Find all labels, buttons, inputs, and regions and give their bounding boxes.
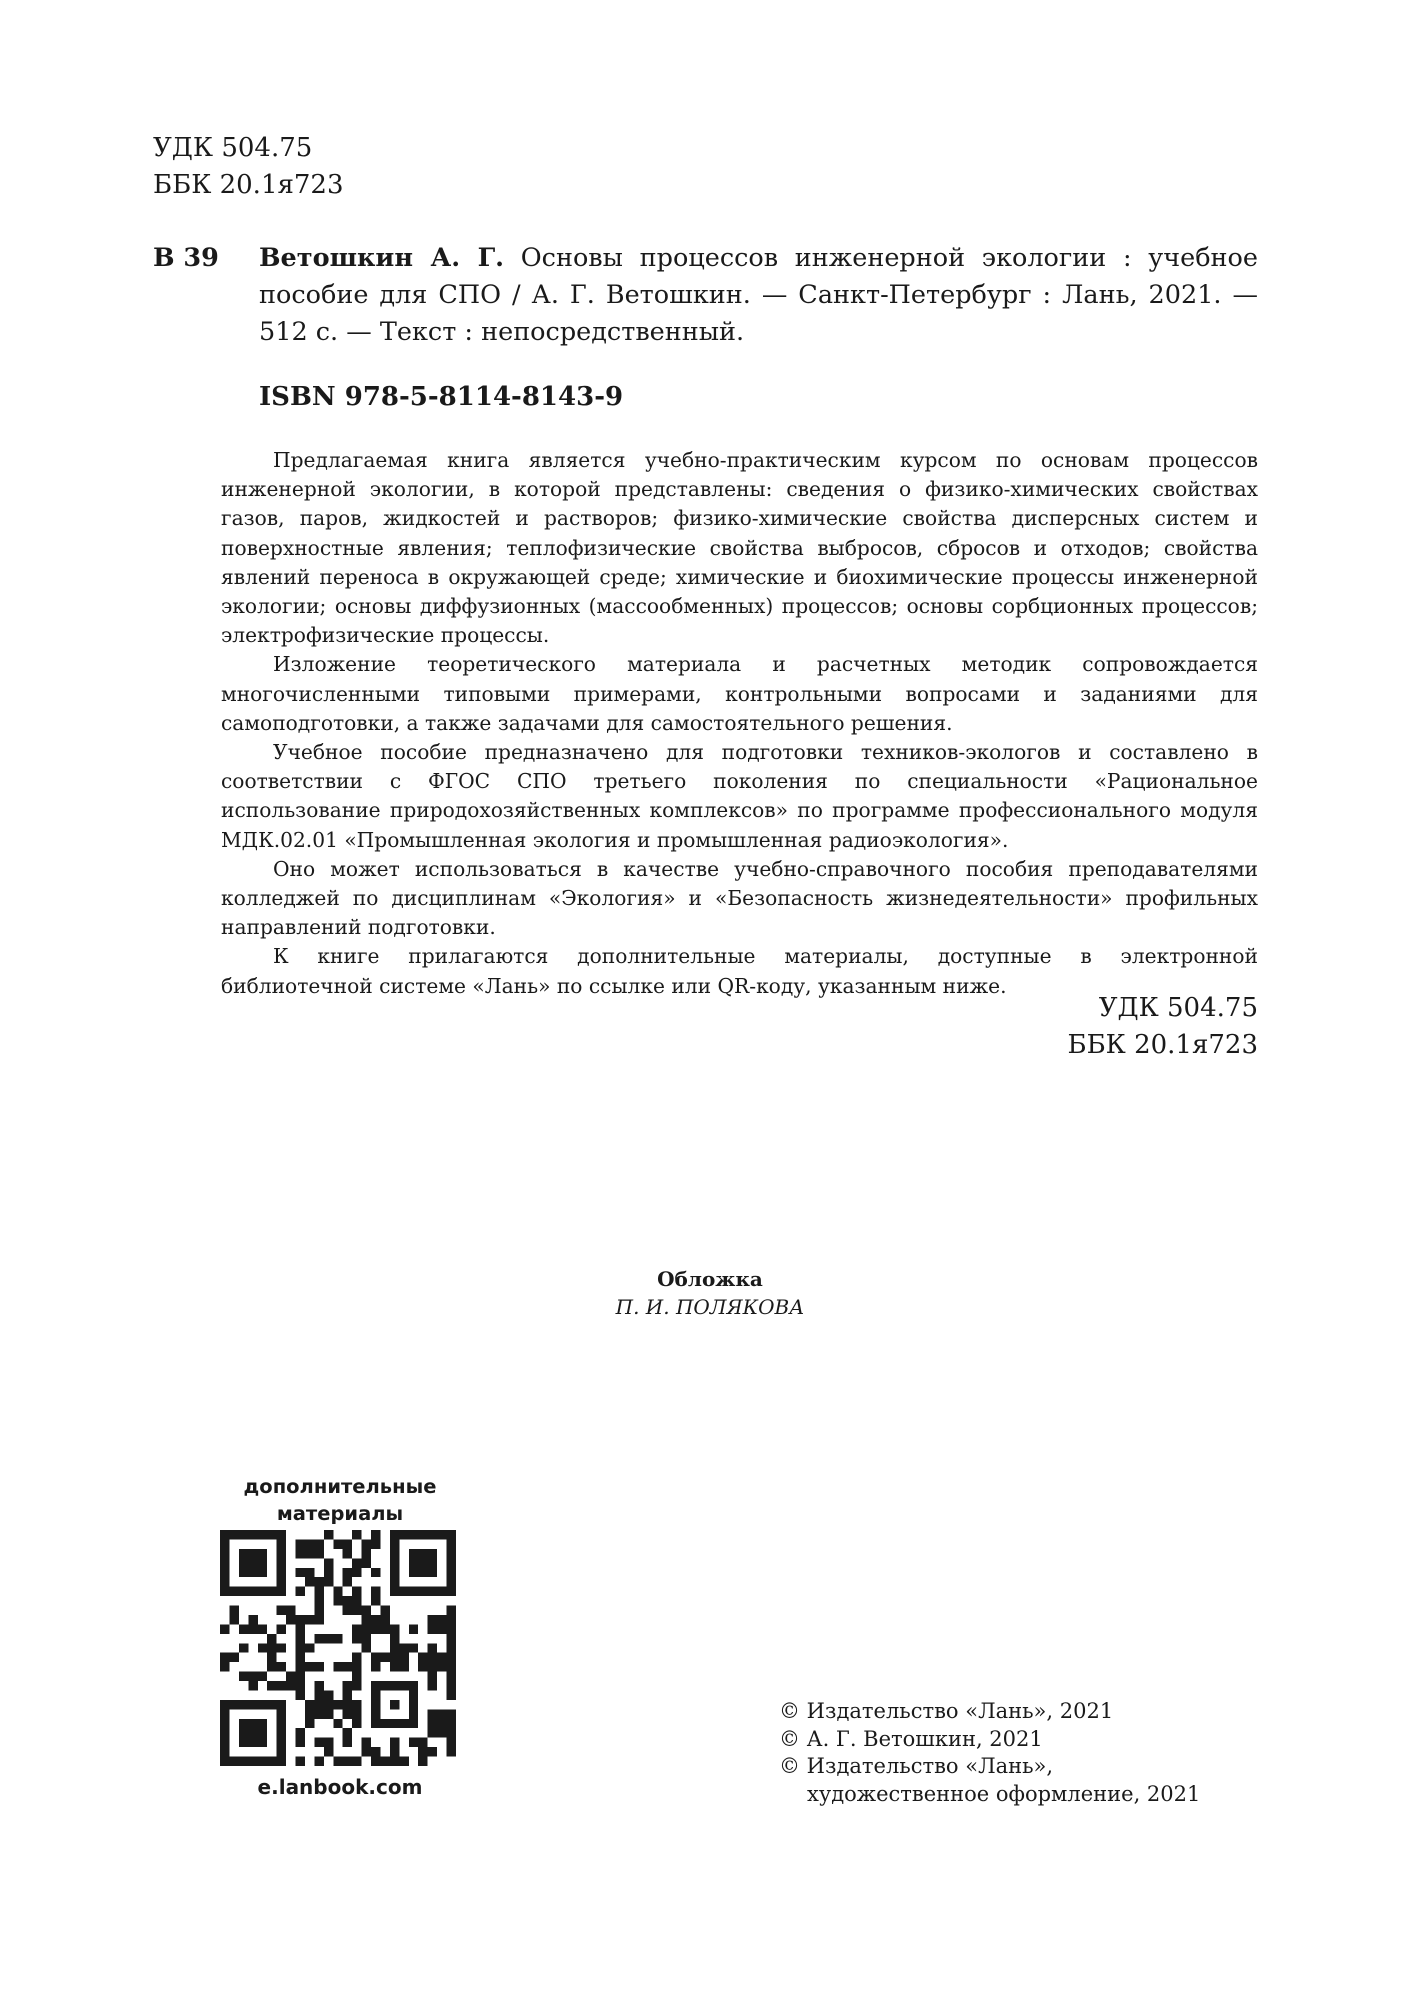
bibliographic-entry bbox=[153, 240, 1258, 351]
bibliographic-description bbox=[259, 240, 1258, 351]
annotation bbox=[221, 446, 1258, 1001]
udk-bbk-top bbox=[153, 130, 344, 204]
annotation-paragraph: Изложение теоретического материала и расчетных методик сопровождается многочисленными типовыми примерами, контрольными вопросами и заданиями для самоподготовки, а также задачами для самостоятельного решения. bbox=[221, 652, 1258, 735]
annotation-paragraph: К книге прилагаются дополнительные материалы, доступные в электронной библиотечной системе «Лань» по ссылке или QR-коду, указанным ниже. bbox=[221, 944, 1258, 998]
copyright-line: © А. Г. Ветошкин, 2021 bbox=[779, 1726, 1043, 1751]
cover-label: Обложка bbox=[657, 1267, 763, 1291]
entry-text: Основы процессов инженерной экологии : учебное пособие для СПО / А. Г. Ветошкин. — Санкт-Петербург : Лань, 2021. — 512 с. — Текст : непосредственный. bbox=[259, 243, 1258, 347]
qr-caption-line: дополнительные bbox=[243, 1475, 437, 1498]
copyright-line: © Издательство «Лань», bbox=[779, 1754, 1054, 1778]
cover-designer: П. И. ПОЛЯКОВА bbox=[615, 1295, 805, 1319]
udk-bbk-bottom bbox=[1067, 990, 1258, 1064]
author-name: Ветошкин А. Г. bbox=[259, 243, 505, 273]
qr-code-icon[interactable] bbox=[220, 1530, 456, 1766]
isbn: ISBN 978-5-8114-8143-9 bbox=[259, 382, 624, 412]
annotation-paragraph: Оно может использоваться в качестве учебно-справочного пособия преподавателями колледжей по дисциплинам «Экология» и «Безопасность жизнедеятельности» профильных направлений подготовки. bbox=[221, 856, 1258, 940]
copyright-line: © Издательство «Лань», 2021 bbox=[779, 1699, 1114, 1723]
annotation-paragraph: Учебное пособие предназначено для подготовки техников-экологов и составлено в соответствии с ФГОС СПО третьего поколения по специальности «Рациональное использование природохозяйственных комплексов» по программе профессионального модуля МДК.02.01 «Промышленная экология и промышленная радиоэкология». bbox=[221, 740, 1258, 852]
cover-credit bbox=[560, 1265, 860, 1321]
bbk-code: ББК 20.1я723 bbox=[153, 170, 344, 200]
annotation-paragraph: Предлагаемая книга является учебно-практическим курсом по основам процессов инженерной экологии, в которой представлены: сведения о физико-химических свойствах газов, паров, жидкостей и растворов; физико-химические свойства дисперсных систем и поверхностные явления; теплофизические свойства выбросов, сбросов и отходов; свойства явлений переноса в окружающей среде; химические и биохимические процессы инженерной экологии; основы диффузионных (массообменных) процессов; основы сорбционных процессов; электрофизические процессы. bbox=[221, 448, 1258, 648]
copyright-block bbox=[779, 1698, 1200, 1808]
author-mark: В 39 bbox=[153, 243, 219, 273]
udk-code: УДК 504.75 bbox=[1098, 993, 1258, 1023]
qr-caption bbox=[215, 1473, 465, 1527]
qr-caption-line: материалы bbox=[276, 1502, 404, 1525]
bbk-code: ББК 20.1я723 bbox=[1067, 1030, 1258, 1060]
copyright-line: художественное оформление, 2021 bbox=[807, 1781, 1201, 1806]
qr-url[interactable]: e.lanbook.com bbox=[257, 1775, 423, 1799]
udk-code: УДК 504.75 bbox=[153, 133, 313, 163]
